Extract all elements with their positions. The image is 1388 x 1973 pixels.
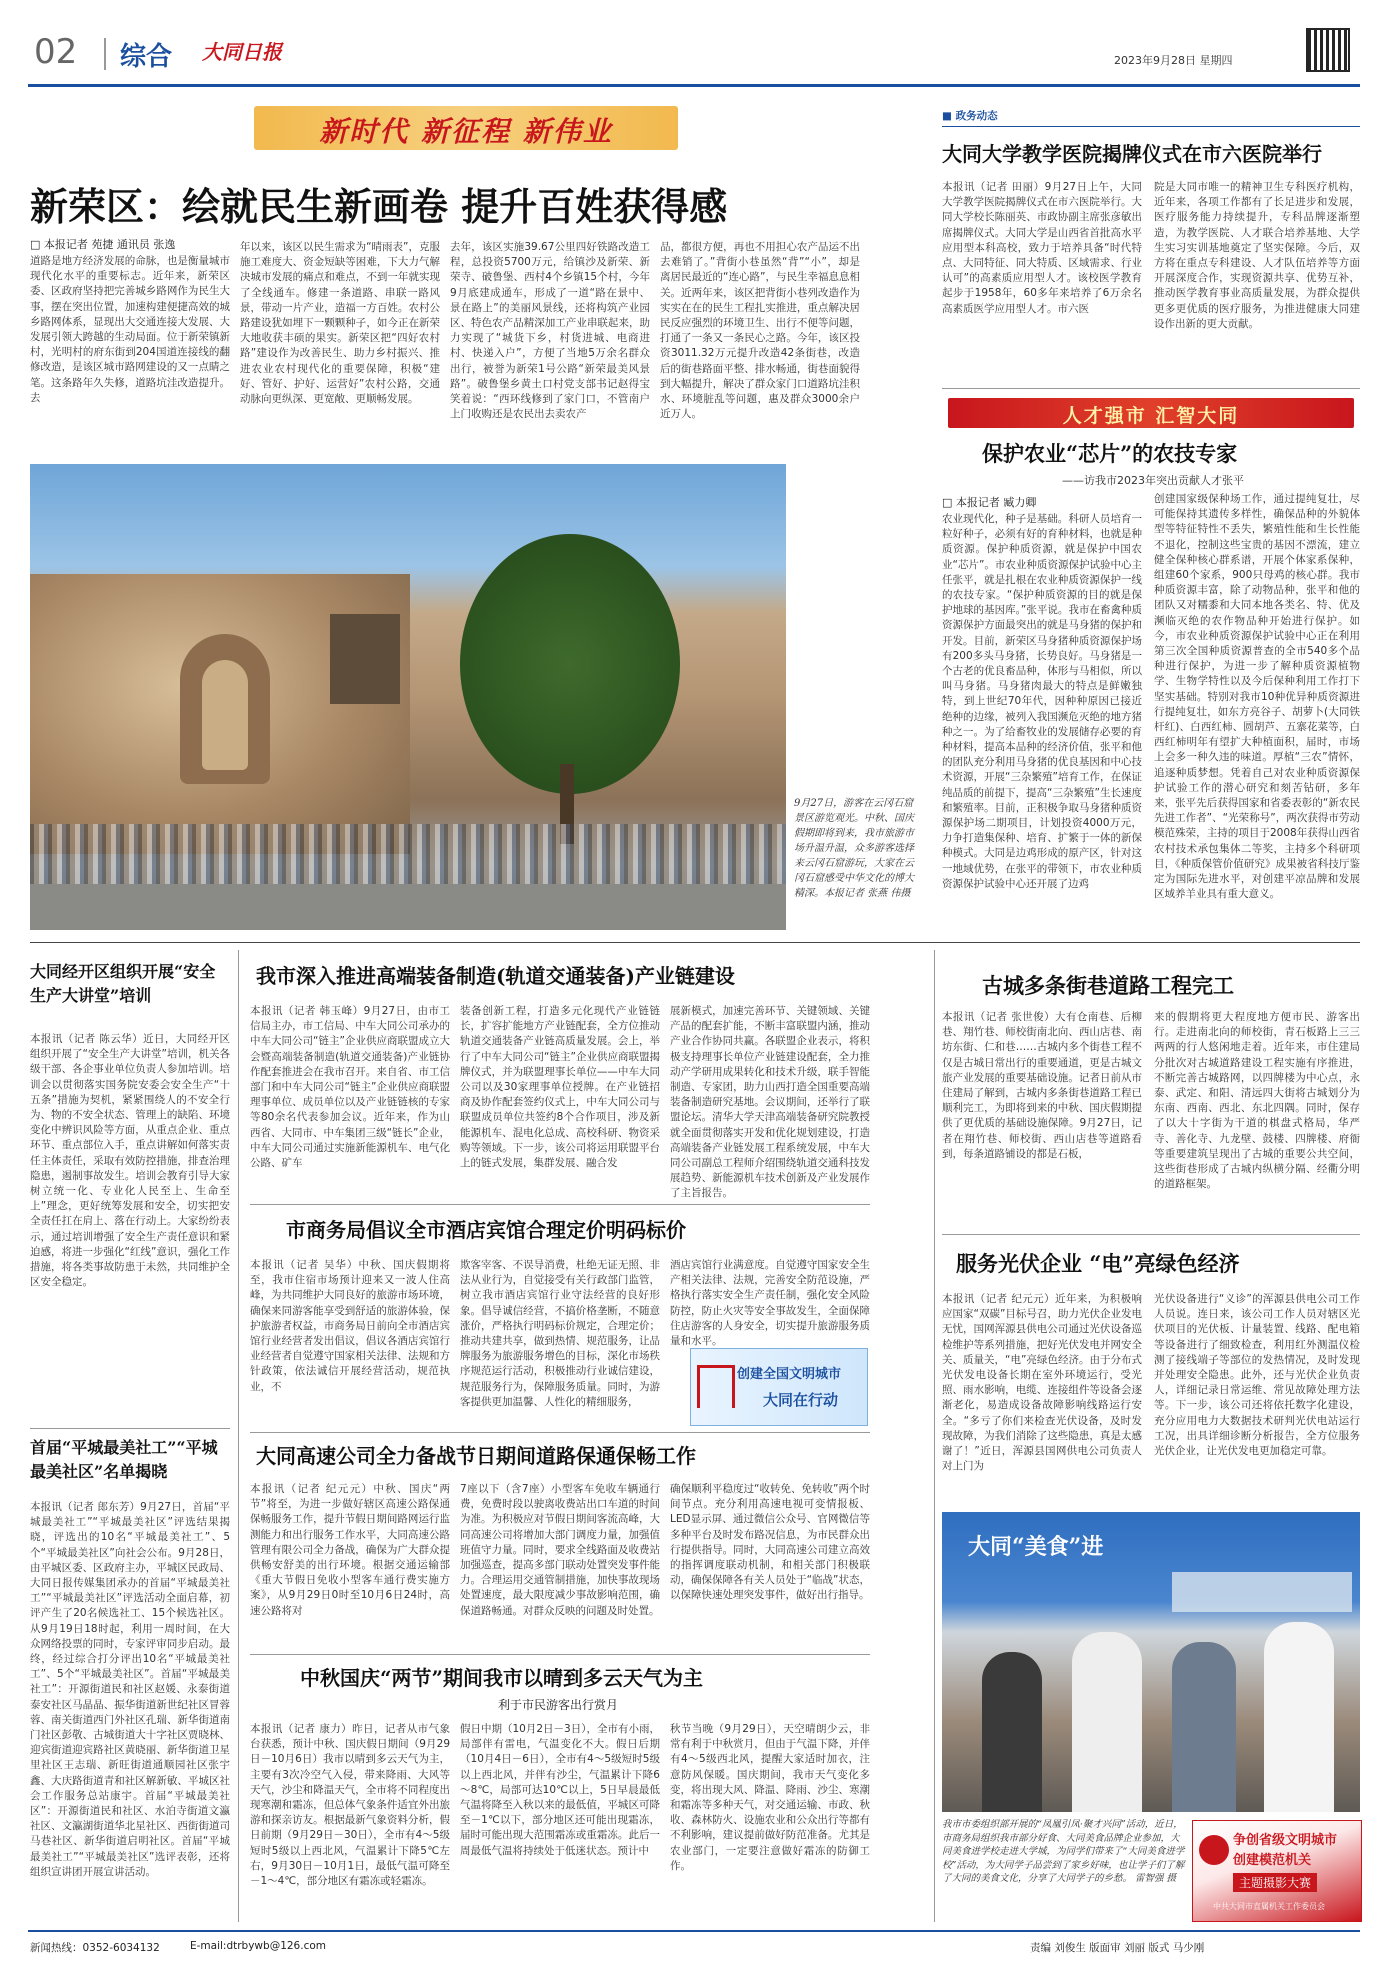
party-photo-contest-badge <box>1192 1820 1362 1922</box>
highway-headline: 大同高速公司全力备战节日期间道路保通保畅工作 <box>256 1444 696 1468</box>
hotel-headline: 市商务局倡议全市酒店宾馆合理定价明码标价 <box>286 1218 686 1242</box>
lead-col-3: 去年，该区实施39.67公里四好铁路改造工程，总投资5700万元，给镇沙及新荣、新荣寺、破鲁堡、西村4个乡镇15个村，今年9月底建成通车，形成了一道“路在景中、景在路上”的美丽风景线，还将构筑产业园区、特色农产品精深加工产业串联起来，助力实现了“城货下乡，村货进城、电商进村、快递入户”，方便了当地5万余名群众出行，被誉为新荣1号公路“新荣最美风景路”。破鲁堡乡黄土口村党支部书记赵得宝笑着说：“西环线修到了家门口，不管南户上门收购还是农民出去卖农产 <box>450 241 650 421</box>
lanes-headline: 古城多条街巷道路工程完工 <box>982 973 1234 998</box>
lead-byline: □ 本报记者 苑捷 通讯员 张逸 <box>30 238 176 251</box>
beauty-body: 本报讯（记者 郎东芳）9月27日，首届“平城最美社工”“平城最美社区”评选结果揭晓，评选出的10名“平城最美社工”、5个“平城最美社区”向社会公布。9月28日，由平城区委、区政府主办，平城区民政局、大同日报传媒集团承办的首届“平城最美社工”“平城最美社区”评选活动全面启幕，初评产生了20名候选社工、15个候选社区。从9月19日18时起，利用一周时间，在大众网络投票的同时，专家评审同步启动。最终，经过综合打分评出10名“平城最美社工”、5个“平城最美社区”。首届“平城最美社工”：开源街道民和社区赵媛、永泰街道泰安社区马晶晶、振华街道新世纪社区冒蓉蓉、南关街道西门外社区孔瑞、新华街道南门社区彭敬、古城街道大十字社区贾晓林、迎宾街道迎宾路社区黄晓丽、新华街道卫星里社区王志瑞、新旺街道通顺园社区张宇鑫、大庆路街道青和社区解新敏、平城区社会工作服务总站康宇。首届“平城最美社区”：开源街道民和社区、水泊寺街道文瀛社区、文瀛湖街道华北星社区、西街街道司马巷社区、新华街道启明社区。首届“平城最美社工”“平城最美社区”选评表彰，还将组织宣讲团开展宣讲活动。 <box>30 1501 230 1878</box>
lead-col-1: 道路是地方经济发展的命脉，也是衡量城市现代化水平的重要标志。近年来，新荣区委、区政府坚持把完善城乡路网作为民生大事，摆在突出位置，加速构建便捷高效的城乡路网体系，显现出大交通连接大发展、大发展引领大跨越的生动局面。位于新荣镇新村，光明村的府东街到204国道连接线的翻修改造，是该区城市路网建设的又一点睛之笔。这条路年久失修，道路坑洼改造提升。去 <box>30 255 230 404</box>
hotel-col-2: 欺客宰客、不误导消费，杜绝无证无照、非法从业行为，自觉接受有关行政部门监管，树立我市酒店宾馆行业守法经营的良好形象。倡导诚信经营，不搞价格垄断，不随意涨价，严格执行明码标价规定，合理定价；推动共建共享，做到热情、规范服务，让品牌服务为旅游服务增色的目标，深化市场秩序规范运行活动，积极推动行业诚信建设，规范服务行为，保障服务质量。同时，为游客提供更加温馨、人性化的精细服务， <box>460 1259 660 1408</box>
paper-logo: 大同日报 <box>202 40 282 64</box>
beauty-headline: 首届“平城最美社工”“平城最美社区”名单揭晓 <box>30 1438 218 1481</box>
solar-col-2: 光伏设备进行“义诊”的浑源县供电公司工作人员说。连日来，该公司工作人员对辖区光伏项目的光伏板、计量装置、线路、配电箱等设备进行了细致检查，利用红外测温仪检测了接线端子等部位的发热情况，及时发现并处理安全隐患。此外，还与光伏企业负责人，详细记录日常运维、常见故障处理方法等。下一步，该公司还将依托数字化建设，充分应用电力大数据技术研判光伏电站运行工况，出具详细诊断分析报告，全方位服务光伏企业，让光伏发电更加稳定可靠。 <box>1154 1293 1360 1458</box>
food-event-photo <box>942 1512 1360 1812</box>
solar-headline: 服务光伏企业 “电”亮绿色经济 <box>956 1251 1240 1276</box>
badge-line-2: 大同在行动 <box>763 1391 839 1409</box>
news-hotline: 新闻热线：0352-6034132 <box>30 1942 160 1954</box>
rail-headline: 我市深入推进高端装备制造(轨道交通装备)产业链建设 <box>256 964 735 988</box>
food-event-sign: 大同“美食”进 <box>968 1534 1104 1560</box>
badge-title-3: 主题摄影大赛 <box>1233 1873 1317 1892</box>
weather-subtitle: 利于市民游客出行赏月 <box>498 1698 619 1712</box>
weather-headline: 中秋国庆“两节”期间我市以晴到多云天气为主 <box>300 1666 704 1690</box>
lead-col-4: 品，都很方便，再也不用担心农产品运不出去难销了。”背街小巷虽然“背”“小”，却是离居民最近的“连心路”，与民生幸福息息相关。近两年来，该区把背街小巷列改造作为实实在在的民生工程扎实推进，重点解决居民反应强烈的环境卫生、出行不便等问题，打通了一条又一条民心之路。今年，该区投资3011.32万元提升改造42条街巷，改造后的街巷路面平整、排水畅通，街巷面貌得到大幅提升，解决了群众家门口道路坑洼积水、环境脏乱等问题，惠及群众3000余户近万人。 <box>660 241 860 421</box>
talent-col-1: 农业现代化，种子是基础。科研人员培育一粒好种子，必须有好的育种材料，也就是种质资源。保护种质资源，就是保护中国农业“芯片”。市农业种质资源保护试验中心主任张平，就是扎根在农业种质资源保护一线的农技专家。“保护种质资源的目的就是保护地球的基因库。”张平说。我市在畜禽种质资源保护方面最突出的就是马身猪的保护和开发。目前，新荣区马身猪种质资源保护场有200多头马身猪，长势良好。马身猪是一个古老的优良畜品种，体形与马相似，所以叫马身猪。马身猪肉最大的特点是鲜嫩独特，到上世纪70年代，因种种原因已接近绝种的边缘，被列入我国濒危灭绝的地方猪种之一。为了给畜牧业的发展储存必要的育种材料，提高本品种的经济价值，张平和他的团队充分利用马身猪的优良基因和中心技术资源，开展“三杂繁殖”培育工作，在保证纯品质的前提下，提高“三杂繁殖”生长速度和繁殖率。目前，正积极争取马身猪种质资源保护场二期项目，计划投资4000万元，力争打造集保种、培育、扩繁于一体的新保种模式。大同是边鸡形成的原产区，针对这一地域优势，在张平的带领下，市农业种质资源保护试验中心还开展了边鸡 <box>942 513 1142 890</box>
news-tag: ■ 政务动态 <box>942 110 998 122</box>
solar-col-1: 本报讯（记者 纪元元）近年来，为积极响应国家“双碳”目标号召，助力光伏企业发电无忧，国网浑源县供电公司通过光伏设备巡检维护等系列措施，把好光伏发电并网安全关、质量关，“电”亮绿色经济。由于分布式光伏发电设备长期在室外环境运行，受光照、雨水影响，电缆、连接组件等设备会逐渐老化，易造成设备故障影响线路运行安全。“多亏了你们来检查光伏设备，及时发现故障，为我们消除了这些隐患，真是太感谢了！”近日，浑源县国网供电公司负责人对上门为 <box>942 1293 1142 1473</box>
rail-col-3: 展新模式，加速完善环节、关键领域、关键产品的配套扩能，不断丰富联盟内涵，推动产业合作协同共赢。各联盟企业表示，将积极支持理事长单位产业链建设配套，全力推动产学研用成果转化和技术升级，联手智能制造、专家团，助力山西打造全国重要高端装备制造研究基地。会议期间，还举行了联盟论坛。清华大学天津高端装备研究院教授就全面贯彻落实开发和优化规划建设，打造高端装备产业链发展工程系统发展，中车大同公司副总工程师介绍围绕轨道交通科技发展趋势、新能源机车技术创新及产业发展作了主旨报告。 <box>670 1005 870 1200</box>
talent-banner-text: 人才强市 汇智大同 <box>1062 405 1240 427</box>
masthead <box>28 28 1360 86</box>
weather-col-3: 秋节当晚（9月29日），天空晴朗少云，非常有利于中秋赏月，但由于气温下降，并伴有4～5级西北风，提醒大家适时加衣，注意防风保暖。国庆期间，我市天气变化多变，将出现大风、降温、降雨、沙尘、寒潮和霜冻等多种天气，对交通运输、市政、秋收、森林防火、设施农业和公众出行等都有不利影响，建议提前做好防范准备。尤其是农业部门，一定要注意做好霜冻的防御工作。 <box>670 1723 870 1872</box>
series-banner-text: 新时代 新征程 新伟业 <box>319 115 613 148</box>
temple-icon <box>697 1365 735 1408</box>
yungang-grottoes-photo <box>30 464 786 930</box>
rail-col-1: 本报讯（记者 韩玉峰）9月27日，由市工信局主办，市工信局、中车大同公司承办的中车大同公司“链主”企业供应商联盟成立大会暨高端装备制造(轨道交通装备)产业链协作配套推进会在我市召开。来自省、市工信部门和中车大同公司“链主”企业供应商联盟理事单位、成员单位以及产业链链核的专家等80余名代表参加会议。近年来，作为山西省、大同市、中车集团三级“链长”企业，中车大同公司通过实施新能源机车、电气化公路、矿车 <box>250 1005 450 1170</box>
qr-code-icon <box>1306 28 1350 72</box>
civilized-city-badge <box>690 1348 868 1426</box>
lanes-col-2: 来的假期将更大程度地方便市民、游客出行。走进南北向的师校街，青石板路上三三两两的行人悠闲地走着。近年来，市住建局分批次对古城道路建设工程实施有序推进，不断完善古城路网，以四牌楼为中心点，永泰、武定、和阳、清远四大街将古城划分为东南、西南、西北、东北四隅。同时，保存了以大十字街为干道的棋盘式格局，华严寺、善化寺、九龙壁、鼓楼、四牌楼、府衙等重要建筑呈现出了古城的重要公共空间，这些街巷形成了古城内纵横分隔、经衢分明的道路框架。 <box>1154 1011 1360 1191</box>
safety-body: 本报讯（记者 陈云华）近日，大同经开区组织开展了“安全生产大讲堂”培训，机关各级干部、各企事业单位负责人参加培训。培训会以贯彻落实国务院安委会安全生产“十五条”措施为契机，紧紧围绕人的不安全行为、物的不安全状态、管理上的缺陷、环境变化中辨识风险等方面，从重点企业、重点环节、重点部位入手，重点讲解如何落实责任主体责任，采取有效防控措施，排查治理隐患，遏制事故发生。培训会教育引导大家树立统一化、专业化人民至上、生命至上”理念，更好统筹发展和安全，切实把安全责任扛在肩上、落在行动上。大家纷纷表示，通过培训增强了安全生产责任意识和紧迫感，将进一步强化“红线”意识，强化工作措施，将各类事故防患于未然，共同维护全区安全稳定。 <box>30 1033 230 1289</box>
talent-banner <box>948 398 1354 428</box>
series-banner <box>254 106 678 150</box>
rail-col-2: 装备创新工程，打造多元化现代产业链链长，扩容扩能地方产业链配套，全方位推动轨道交通装备产业链高质量发展。会上，举行了中车大同公司“链主”企业供应商联盟揭牌仪式，并为联盟理事长单位——中车大同公司以及30家理事单位授牌。在产业链招商及协作配套签约仪式上，中车大同公司与联盟成员单位共签约8个合作项目，涉及新能源机车、混电化总成、高校科研、物资采购等领域。下一步，该公司将运用联盟平台上的链式发展，集群发展、融合发 <box>460 1005 660 1170</box>
highway-col-2: 7座以下（含7座）小型客车免收车辆通行费，免费时段以驶离收费站出口车道的时间为准。为积极应对节假日期间客流高峰，大同高速公司将增加大部门调度力量，加强值班值守力量。同时，要求全线路面及收费站加强巡查，提高多部门联动处置突发事件能力。合理运用交通管制措施，加快事故现场处置速度，最大限度减少事故影响范围，确保道路畅通。对群众反映的问题及时处置。 <box>460 1483 660 1617</box>
badge-org: 中共大同市直属机关工作委员会 <box>1213 1902 1325 1911</box>
issue-date: 2023年9月28日 星期四 <box>1114 54 1233 67</box>
hospital-col-1: 本报讯（记者 田丽）9月27日上午，大同大学教学医院揭牌仪式在市六医院举行。大同大学校长陈丽英、市政协副主席张彦敏出席揭牌仪式。大同大学是山西省首批高水平应用型本科高校，致力于培养具备“时代特点、大同特征、同大特质、区域需求、行业认可”的高素质应用型人才。该校医学教育起步于1958年，60多年来培养了6万余名高素质医学应用型人才。市六医 <box>942 181 1142 315</box>
party-emblem-icon <box>1199 1835 1229 1865</box>
badge-title-2: 创建模范机关 <box>1233 1853 1312 1868</box>
hospital-headline: 大同大学教学医院揭牌仪式在市六医院举行 <box>942 142 1322 166</box>
lanes-col-1: 本报讯（记者 张世俊）大有仓南巷、后柳巷、翔竹巷、师校街南北向、西山店巷、南坊东街、仁和巷……古城内多个街巷工程不仅是古城日常出行的重要通道，更是古城文旅产业发展的重要基础设施。记者日前从市住建局了解到，古城内多条街巷道路工程已顺利完工，为即将到来的中秋、国庆假期提供了更优质的基础设施保障。9月27日，记者在翔竹巷、师校街、西山店巷等道路看到，每条道路铺设的都是石板， <box>942 1011 1142 1160</box>
highway-col-3: 确保顺利平稳度过“收转免、免转收”两个时间节点。充分利用高速电视可变情报板、LED显示屏、通过微信公众号、官网微信等多种平台及时发布路况信息，为市民群众出行提供指导。同时，大同高速公司建立高效的指挥调度联动机制，和相关部门积极联动，确保保障各有关人员处于“临战”状态，以保障快速处理突发事件，做好出行指导。 <box>670 1483 870 1602</box>
lead-photo-caption: 9月27日，游客在云冈石窟景区游览观光。中秋、国庆假期即将到来，我市旅游市场升温升温，众多游客选择来云冈石窟游玩，大家在云冈石窟感受中华文化的博大精深。本报记者 张燕 伟摄 <box>794 798 914 899</box>
talent-subtitle: ——访我市2023年突出贡献人才张平 <box>1062 474 1244 487</box>
badge-title-1: 争创省级文明城市 <box>1233 1833 1338 1848</box>
highway-col-1: 本报讯（记者 纪元元）中秋、国庆“两节”将至，为进一步做好辖区高速公路保通保畅服务工作，提升节假日期间路网运行监测能力和出行服务工作水平，大同高速公路管理有限公司全力备战，确保为广大群众提供畅安舒美的出行环境。根据交通运输部《重大节假日免收小型客车通行费实施方案》，从9月29日0时至10月6日24时，高速公路将对 <box>250 1483 450 1617</box>
weather-col-1: 本报讯（记者 康力）昨日，记者从市气象台获悉，预计中秋、国庆假日期间（9月29日－10月6日）我市以晴到多云天气为主，主要有3次冷空气入侵，带来降雨、大风等天气，沙尘和降温天气，全市将不同程度出现寒潮和霜冻，但总体气象条件适宜外出旅游和探亲访友。根据最新气象资料分析，假日前期（9月29日－30日），全市有4～5级短时5级以上西北风，气温累计下降5℃左右，9月30日－10月1日，最低气温可降至－1～4℃，部分地区有霜冻或轻霜冻。 <box>250 1723 450 1888</box>
section-name: 综合 <box>120 42 173 72</box>
hospital-col-2: 院是大同市唯一的精神卫生专科医疗机构，近年来，各项工作都有了长足进步和发展，医疗服务能力持续提升，专科品牌逐渐塑造，为教学医院、人才联合培养基地、大学生实习实训基地奠定了坚实保障。今后，双方将在重点专科建设、人才队伍培养等方面开展深度合作，实现资源共享、优势互补，推动医学教育事业高质量发展，为群众提供更多更优质的医疗服务，为推进健康大同建设作出新的更大贡献。 <box>1154 181 1360 330</box>
food-photo-caption: 我市市委组织部开展的“凤凰引凤·聚才兴同”活动，近日，市商务局组织我市部分好食、大同美食品牌企业参加，大同美食进学校走进大学城，为同学们带来了“大同美食进学校”活动，为大同学子品尝到了家乡好味，也让学子们了解了大同的美食文化，分享了大同学子的乡愁。 雷智强 摄 <box>942 1819 1185 1884</box>
badge-line-1: 创建全国文明城市 <box>737 1367 842 1382</box>
page-number: 02 <box>34 32 78 72</box>
lead-col-2: 年以来，该区以民生需求为“晴雨表”，克服施工难度大、资金短缺等困难，下大力气解决城市发展的痛点和难点，不到一年就实现了全线通车。修建一条道路、串联一路风景，带动一片产业，造福一方百姓。农村公路建设犹如埋下一颗颗种子，如今正在新荣大地收获丰硕的果实。新荣区把“四好农村路”建设作为改善民生、助力乡村振兴、推进农业农村现代化的重要保障，积极“建好、管好、护好、运营好”农村公路，交通动脉向更纵深、更宽敞、更顺畅发展。 <box>240 241 440 406</box>
safety-headline: 大同经开区组织开展“安全生产大讲堂”培训 <box>30 962 216 1005</box>
editor-credits: 责编 刘俊生 版面审 刘丽 版式 马少刚 <box>1030 1942 1205 1954</box>
talent-headline: 保护农业“芯片”的农技专家 <box>982 441 1238 466</box>
hotel-col-3: 酒店宾馆行业满意度。自觉遵守国家安全生产相关法律、法规，完善安全防范设施，严格执行落实安全生产责任制，强化安全风险防控，防止火灾等安全事故发生，全面保障住店游客的人身安全，切实提升旅游服务质量和水平。 <box>670 1259 870 1348</box>
contact-email: E-mail:dtrbywb@126.com <box>190 1940 326 1952</box>
hotel-col-1: 本报讯（记者 吴华）中秋、国庆假期将至，我市住宿市场预计迎来又一波人住高峰，为共同维护大同良好的旅游市场环境，确保来同游客能享受到舒适的旅游体验，保护旅游者权益，市商务局日前向全市酒店宾馆行业经营者发出倡议，倡议各酒店宾馆行业经营者自觉遵守国家相关法律、法规和方针政策，依法诚信开展经营活动，规范执业，不 <box>250 1259 450 1393</box>
talent-col-2: 创建国家级保种场工作，通过提纯复壮，尽可能保持其遗传多样性，确保品种的外貌体型等特征特性不丢失，繁殖性能和生长性能不退化，控制这些宝贵的基因不漂流，建立健全保种核心群系谱，开展个体家系保种，组建60个家系，900只母鸡的核心群。我市种质资源丰富，除了动物品种，张平和他的团队又对糯黍和大同本地各类名、特、优及濒临灭绝的农作物品种开始进行保护。如今，市农业种质资源保护试验中心正在利用第三次全国种质资源普查的全市540多个品种进行保护，为进一步了解种质资源植物学、生物学特性以及今后保种利用工作打下坚实基础。特别对我市10种优异种质资源进行提纯复壮，如东方亮谷子、胡萝卜(大同铁杆红)、白西红柿、圆胡芦、五寨花菜等，白西红柿明年有望扩大种植面积，届时，市场上会多一种久违的味道。厚植“三农”情怀，追逐种质梦想。凭着自己对农业种质资源保护试验工作的潜心研究和刻苦钻研，多年来，张平先后获得国家和省委表彰的“新农民先进工作者”、“光荣称号”，两次获得市劳动模范殊荣，主持的项目于2008年获得山西省农村技术承包集体二等奖，主持多个科研项目，《种质保管价值研究》成果被省科技厅鉴定为国际先进水平，对创建平凉品牌和发展区域养羊业具有重大意义。 <box>1154 493 1360 901</box>
talent-byline: □ 本报记者 臧力卿 <box>942 496 1037 509</box>
weather-col-2: 假日中期（10月2日－3日），全市有小雨，局部伴有雷电，气温变化不大。假日后期（10月4日－6日），全市有4～5级短时5级以上西北风，并伴有沙尘，气温累计下降6～8℃，局部可达10℃以上，5日早晨最低气温将降至入秋以来的最低值，平城区可降至－1℃以下，部分地区还可能出现霜冻，届时可能出现大范围霜冻或重霜冻。此后一周最低气温将持续处于低迷状态。预计中 <box>460 1723 660 1857</box>
lead-headline: 新荣区：绘就民生新画卷 提升百姓获得感 <box>30 184 728 229</box>
